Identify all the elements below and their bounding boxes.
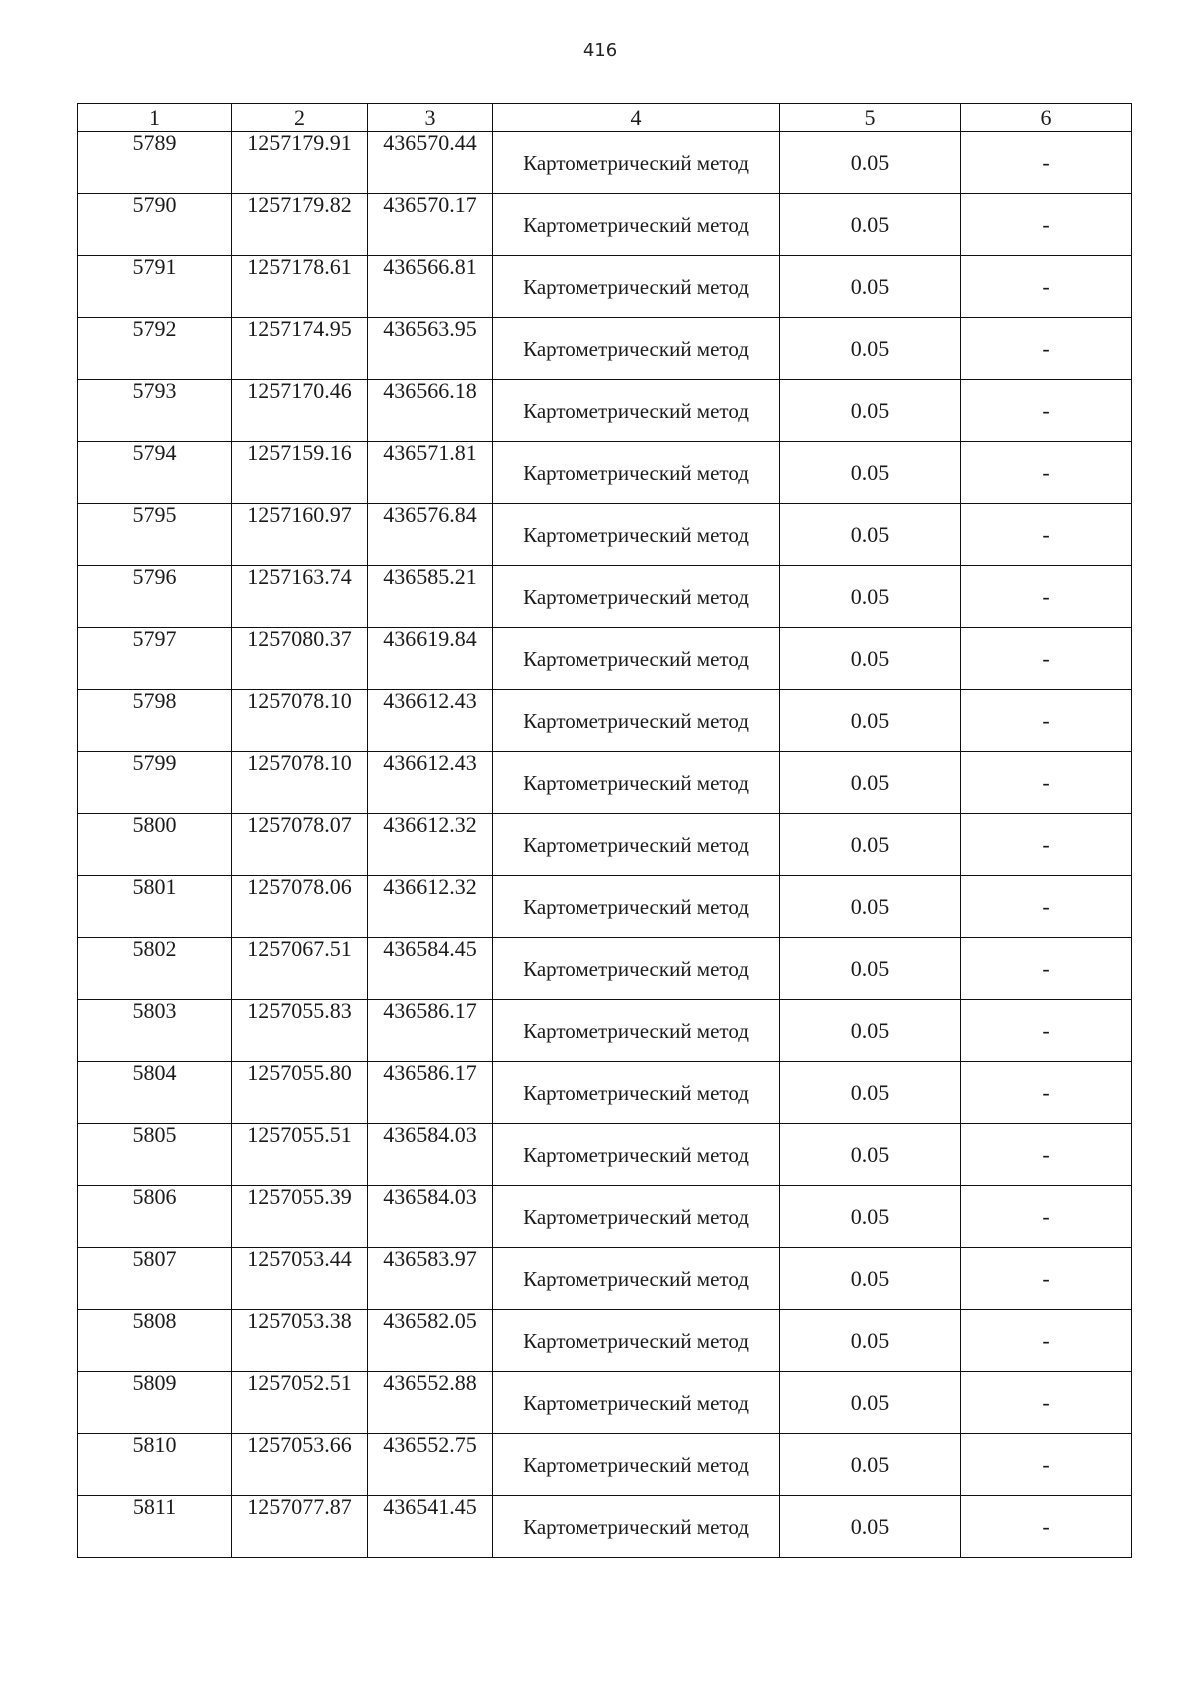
x-coordinate-cell: 1257160.97 [232, 504, 368, 566]
note-cell: - [961, 318, 1132, 380]
table-row [78, 1496, 1132, 1558]
table-body [78, 132, 1132, 1558]
table-row [78, 690, 1132, 752]
accuracy-cell: 0.05 [780, 814, 961, 876]
note-cell: - [961, 814, 1132, 876]
accuracy-cell: 0.05 [780, 1186, 961, 1248]
method-cell: Картометрический метод [493, 194, 780, 256]
x-coordinate-cell: 1257055.80 [232, 1062, 368, 1124]
point-number-cell: 5807 [78, 1248, 232, 1310]
method-cell: Картометрический метод [493, 690, 780, 752]
table-row [78, 256, 1132, 318]
note-cell: - [961, 752, 1132, 814]
point-number-cell: 5797 [78, 628, 232, 690]
y-coordinate-cell: 436582.05 [368, 1310, 493, 1372]
x-coordinate-cell: 1257067.51 [232, 938, 368, 1000]
y-coordinate-cell: 436619.84 [368, 628, 493, 690]
table-row [78, 442, 1132, 504]
note-cell: - [961, 194, 1132, 256]
y-coordinate-cell: 436566.18 [368, 380, 493, 442]
y-coordinate-cell: 436586.17 [368, 1000, 493, 1062]
x-coordinate-cell: 1257053.66 [232, 1434, 368, 1496]
accuracy-cell: 0.05 [780, 690, 961, 752]
point-number-cell: 5811 [78, 1496, 232, 1558]
x-coordinate-cell: 1257055.83 [232, 1000, 368, 1062]
method-cell: Картометрический метод [493, 814, 780, 876]
method-cell: Картометрический метод [493, 752, 780, 814]
accuracy-cell: 0.05 [780, 442, 961, 504]
method-cell: Картометрический метод [493, 380, 780, 442]
table-row [78, 194, 1132, 256]
point-number-cell: 5806 [78, 1186, 232, 1248]
note-cell: - [961, 1124, 1132, 1186]
coordinates-table [77, 103, 1132, 1558]
y-coordinate-cell: 436570.17 [368, 194, 493, 256]
table-row [78, 318, 1132, 380]
y-coordinate-cell: 436566.81 [368, 256, 493, 318]
y-coordinate-cell: 436612.32 [368, 876, 493, 938]
table-row [78, 1434, 1132, 1496]
x-coordinate-cell: 1257055.51 [232, 1124, 368, 1186]
table-row [78, 938, 1132, 1000]
x-coordinate-cell: 1257053.44 [232, 1248, 368, 1310]
y-coordinate-cell: 436586.17 [368, 1062, 493, 1124]
x-coordinate-cell: 1257174.95 [232, 318, 368, 380]
point-number-cell: 5805 [78, 1124, 232, 1186]
method-cell: Картометрический метод [493, 1062, 780, 1124]
point-number-cell: 5804 [78, 1062, 232, 1124]
column-header-3: 3 [368, 104, 493, 132]
y-coordinate-cell: 436612.43 [368, 752, 493, 814]
method-cell: Картометрический метод [493, 132, 780, 194]
x-coordinate-cell: 1257178.61 [232, 256, 368, 318]
method-cell: Картометрический метод [493, 1248, 780, 1310]
y-coordinate-cell: 436576.84 [368, 504, 493, 566]
column-header-4: 4 [493, 104, 780, 132]
x-coordinate-cell: 1257159.16 [232, 442, 368, 504]
table-row [78, 1310, 1132, 1372]
column-header-5: 5 [780, 104, 961, 132]
table-row [78, 566, 1132, 628]
y-coordinate-cell: 436583.97 [368, 1248, 493, 1310]
y-coordinate-cell: 436612.32 [368, 814, 493, 876]
method-cell: Картометрический метод [493, 256, 780, 318]
point-number-cell: 5799 [78, 752, 232, 814]
accuracy-cell: 0.05 [780, 1000, 961, 1062]
x-coordinate-cell: 1257163.74 [232, 566, 368, 628]
accuracy-cell: 0.05 [780, 256, 961, 318]
point-number-cell: 5791 [78, 256, 232, 318]
accuracy-cell: 0.05 [780, 194, 961, 256]
accuracy-cell: 0.05 [780, 504, 961, 566]
method-cell: Картометрический метод [493, 1000, 780, 1062]
point-number-cell: 5792 [78, 318, 232, 380]
note-cell: - [961, 1434, 1132, 1496]
method-cell: Картометрический метод [493, 1310, 780, 1372]
table-row [78, 628, 1132, 690]
note-cell: - [961, 504, 1132, 566]
note-cell: - [961, 256, 1132, 318]
accuracy-cell: 0.05 [780, 318, 961, 380]
accuracy-cell: 0.05 [780, 1372, 961, 1434]
x-coordinate-cell: 1257052.51 [232, 1372, 368, 1434]
accuracy-cell: 0.05 [780, 1310, 961, 1372]
accuracy-cell: 0.05 [780, 566, 961, 628]
point-number-cell: 5796 [78, 566, 232, 628]
note-cell: - [961, 1496, 1132, 1558]
page-number: 416 [582, 40, 618, 61]
accuracy-cell: 0.05 [780, 1248, 961, 1310]
note-cell: - [961, 1372, 1132, 1434]
x-coordinate-cell: 1257179.82 [232, 194, 368, 256]
y-coordinate-cell: 436584.45 [368, 938, 493, 1000]
x-coordinate-cell: 1257170.46 [232, 380, 368, 442]
x-coordinate-cell: 1257077.87 [232, 1496, 368, 1558]
note-cell: - [961, 876, 1132, 938]
accuracy-cell: 0.05 [780, 1062, 961, 1124]
y-coordinate-cell: 436552.88 [368, 1372, 493, 1434]
y-coordinate-cell: 436584.03 [368, 1186, 493, 1248]
note-cell: - [961, 442, 1132, 504]
table-row [78, 752, 1132, 814]
accuracy-cell: 0.05 [780, 628, 961, 690]
method-cell: Картометрический метод [493, 628, 780, 690]
accuracy-cell: 0.05 [780, 132, 961, 194]
x-coordinate-cell: 1257078.07 [232, 814, 368, 876]
note-cell: - [961, 690, 1132, 752]
y-coordinate-cell: 436570.44 [368, 132, 493, 194]
accuracy-cell: 0.05 [780, 752, 961, 814]
method-cell: Картометрический метод [493, 504, 780, 566]
x-coordinate-cell: 1257055.39 [232, 1186, 368, 1248]
y-coordinate-cell: 436571.81 [368, 442, 493, 504]
method-cell: Картометрический метод [493, 1186, 780, 1248]
method-cell: Картометрический метод [493, 1124, 780, 1186]
header-row [78, 104, 1132, 132]
point-number-cell: 5795 [78, 504, 232, 566]
point-number-cell: 5790 [78, 194, 232, 256]
x-coordinate-cell: 1257179.91 [232, 132, 368, 194]
method-cell: Картометрический метод [493, 442, 780, 504]
table-row [78, 1248, 1132, 1310]
point-number-cell: 5809 [78, 1372, 232, 1434]
accuracy-cell: 0.05 [780, 380, 961, 442]
x-coordinate-cell: 1257053.38 [232, 1310, 368, 1372]
note-cell: - [961, 1062, 1132, 1124]
table-row [78, 380, 1132, 442]
table-row [78, 1186, 1132, 1248]
accuracy-cell: 0.05 [780, 1434, 961, 1496]
method-cell: Картометрический метод [493, 876, 780, 938]
x-coordinate-cell: 1257078.10 [232, 690, 368, 752]
x-coordinate-cell: 1257078.06 [232, 876, 368, 938]
accuracy-cell: 0.05 [780, 1496, 961, 1558]
x-coordinate-cell: 1257078.10 [232, 752, 368, 814]
table-row [78, 814, 1132, 876]
table-row [78, 1000, 1132, 1062]
table-row [78, 132, 1132, 194]
point-number-cell: 5789 [78, 132, 232, 194]
note-cell: - [961, 628, 1132, 690]
accuracy-cell: 0.05 [780, 938, 961, 1000]
note-cell: - [961, 1248, 1132, 1310]
y-coordinate-cell: 436584.03 [368, 1124, 493, 1186]
y-coordinate-cell: 436612.43 [368, 690, 493, 752]
y-coordinate-cell: 436552.75 [368, 1434, 493, 1496]
y-coordinate-cell: 436563.95 [368, 318, 493, 380]
table-row [78, 1124, 1132, 1186]
point-number-cell: 5810 [78, 1434, 232, 1496]
y-coordinate-cell: 436541.45 [368, 1496, 493, 1558]
table-row [78, 876, 1132, 938]
method-cell: Картометрический метод [493, 566, 780, 628]
note-cell: - [961, 566, 1132, 628]
note-cell: - [961, 938, 1132, 1000]
point-number-cell: 5793 [78, 380, 232, 442]
table-row [78, 1062, 1132, 1124]
column-header-6: 6 [961, 104, 1132, 132]
column-header-2: 2 [232, 104, 368, 132]
point-number-cell: 5802 [78, 938, 232, 1000]
note-cell: - [961, 1186, 1132, 1248]
note-cell: - [961, 1000, 1132, 1062]
method-cell: Картометрический метод [493, 318, 780, 380]
point-number-cell: 5800 [78, 814, 232, 876]
table-row [78, 1372, 1132, 1434]
column-header-1: 1 [78, 104, 232, 132]
note-cell: - [961, 132, 1132, 194]
point-number-cell: 5798 [78, 690, 232, 752]
accuracy-cell: 0.05 [780, 876, 961, 938]
method-cell: Картометрический метод [493, 938, 780, 1000]
table-header [78, 104, 1132, 132]
note-cell: - [961, 380, 1132, 442]
table-row [78, 504, 1132, 566]
accuracy-cell: 0.05 [780, 1124, 961, 1186]
point-number-cell: 5803 [78, 1000, 232, 1062]
point-number-cell: 5808 [78, 1310, 232, 1372]
method-cell: Картометрический метод [493, 1372, 780, 1434]
method-cell: Картометрический метод [493, 1434, 780, 1496]
y-coordinate-cell: 436585.21 [368, 566, 493, 628]
x-coordinate-cell: 1257080.37 [232, 628, 368, 690]
method-cell: Картометрический метод [493, 1496, 780, 1558]
point-number-cell: 5801 [78, 876, 232, 938]
note-cell: - [961, 1310, 1132, 1372]
point-number-cell: 5794 [78, 442, 232, 504]
